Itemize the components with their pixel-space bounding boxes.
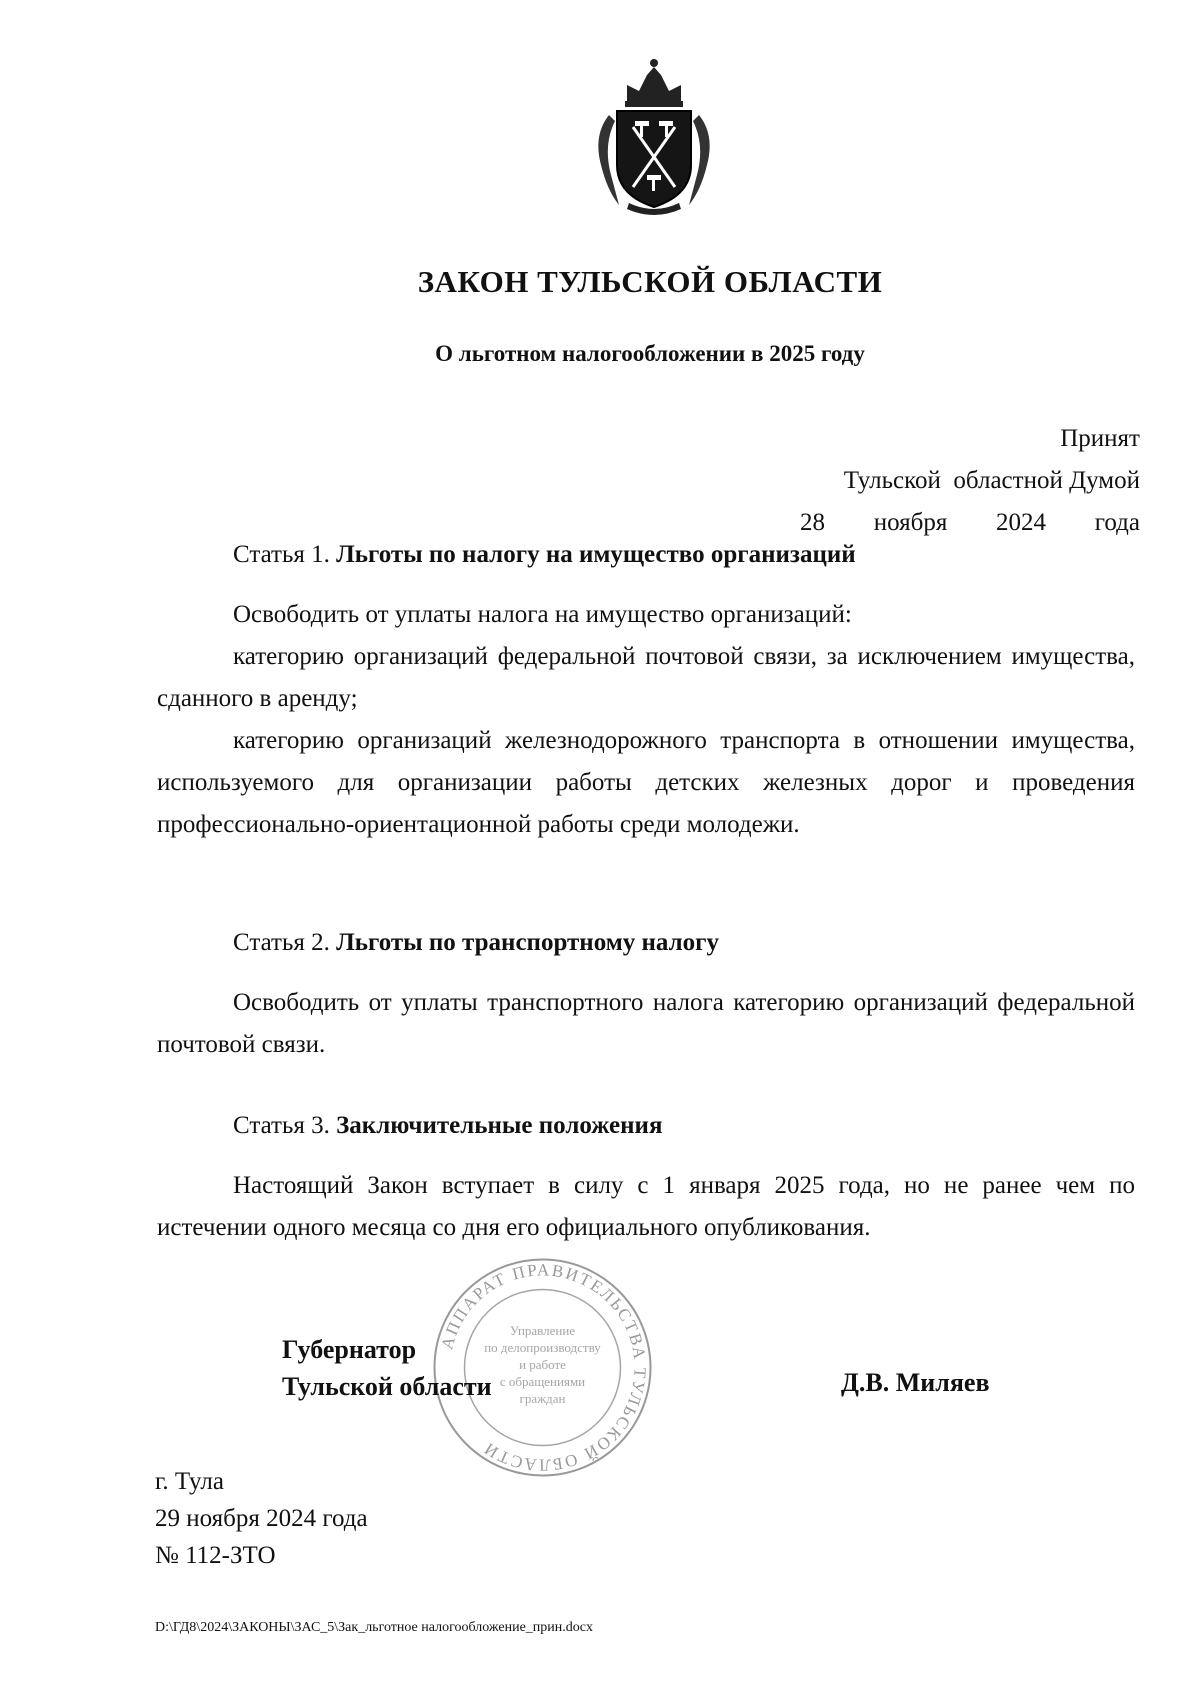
stamp-outer-text: АППАРАТ ПРАВИТЕЛЬСТВА ТУЛЬСКОЙ ОБЛАСТИ [437, 1260, 650, 1475]
article-1 [157, 534, 1135, 846]
signatory-name: Д.В. Миляев [841, 1368, 990, 1397]
stamp-inner-line: с обращениями [499, 1374, 586, 1389]
signatory-position [282, 1331, 492, 1405]
article-title: Льготы по налогу на имущество организаций [336, 541, 856, 568]
adoption-block [800, 418, 1140, 544]
adopted-by: Тульской областной Думой [843, 467, 1140, 494]
article-heading [157, 1105, 1135, 1147]
article-label: Статья 2. [233, 929, 330, 956]
article-3 [157, 1105, 1135, 1249]
stamp-inner-line: по делопроизводству [484, 1340, 601, 1355]
article-paragraph: категорию организаций железнодорожного транспорта в отношении имущества, используемого для организации работы детских железных дорог и проведения профессионально-ориентационной работы среди молодежи. [157, 727, 1135, 838]
article-label: Статья 3. [233, 1112, 330, 1139]
article-paragraph: Освободить от уплаты налога на имущество организаций: [233, 601, 852, 628]
stamp-inner-line: Управление [509, 1323, 576, 1338]
article-title: Льготы по транспортному налогу [336, 929, 720, 956]
signatory-position-line: Тульской области [282, 1372, 492, 1401]
article-heading [157, 922, 1135, 964]
article-label: Статья 1. [233, 541, 330, 568]
tula-coat-of-arms-icon [589, 55, 719, 215]
document-subtitle: О льготном налогообложении в 2025 году [435, 341, 865, 366]
article-paragraph: Освободить от уплаты транспортного налога категорию организаций федеральной почтовой связи. [157, 989, 1135, 1058]
article-paragraph: категорию организаций федеральной почтовой связи, за исключением имущества, сданного в аренду; [157, 643, 1135, 712]
law-number: № 112-ЗТО [155, 1542, 276, 1569]
stamp-inner-line: граждан [519, 1391, 566, 1406]
adopted-day: 28 [800, 509, 825, 536]
adopted-year: 2024 [996, 509, 1047, 536]
signatory-position-line: Губернатор [282, 1335, 417, 1364]
article-paragraph: Настоящий Закон вступает в силу с 1 января 2025 года, но не ранее чем по истечении одного месяца со дня его официального опубликования. [157, 1172, 1135, 1241]
adopted-month: ноября [873, 509, 948, 536]
article-2 [157, 922, 1135, 1066]
article-heading [157, 534, 1135, 576]
file-path-footer: D:\ГД8\2024\ЗАКОНЫ\ЗАС_5\Зак_льготное налогообложение_прин.docx [155, 1620, 593, 1635]
stamp-inner-line: и работе [519, 1357, 566, 1372]
article-title: Заключительные положения [336, 1112, 663, 1139]
signing-date: 29 ноября 2024 года [155, 1505, 368, 1532]
adopted-suffix: года [1094, 509, 1140, 536]
document-title: ЗАКОН ТУЛЬСКОЙ ОБЛАСТИ [417, 264, 883, 299]
adopted-label: Принят [1060, 425, 1140, 452]
city: г. Тула [155, 1468, 224, 1495]
place-date-block [155, 1463, 368, 1574]
